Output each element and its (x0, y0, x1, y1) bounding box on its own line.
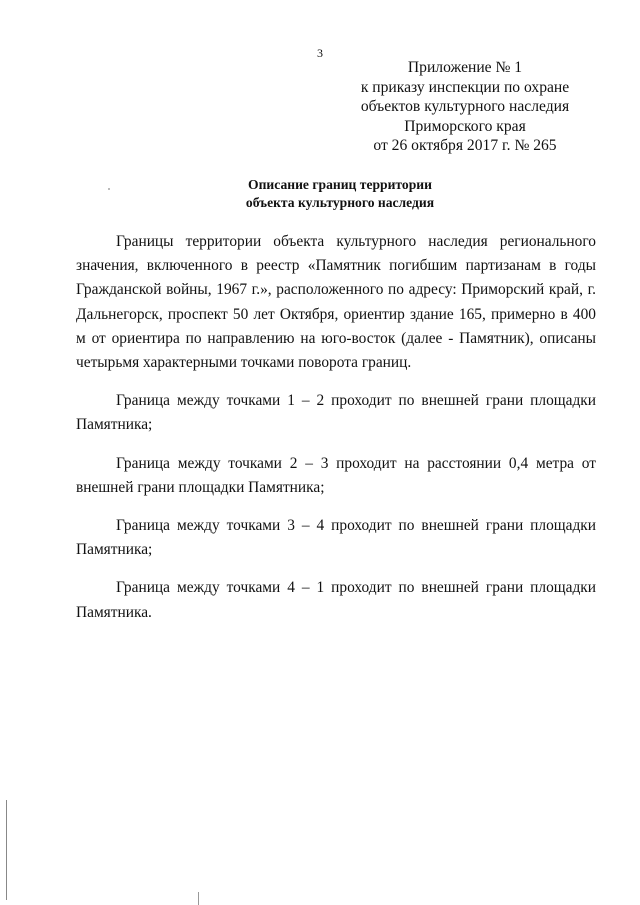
appendix-objects-line: объектов культурного наследия (360, 98, 570, 116)
appendix-date-line: от 26 октября 2017 г. № 265 (373, 137, 557, 155)
appendix-region-line: Приморского края (404, 117, 526, 135)
scan-edge-left (6, 800, 7, 900)
paragraph-boundary-1-2: Граница между точками 1 – 2 проходит по внешней грани площадки Памятника; (76, 392, 596, 434)
document-heading (0, 176, 640, 212)
paragraph-boundary-4-1: Граница между точками 4 – 1 проходит по внешней грани площадки Памятника. (76, 579, 596, 621)
paragraph-intro: Границы территории объекта культурного наследия регионального значения, включенного в реестр «Памятник погибшим партизанам в годы Гражданской войны, 1967 г.», расположенного по адресу: Приморский край, г. Дальнегорск, проспект 50 лет Октября, ориентир здание 165, примерно в 400 м от ориентира по направлению на юго-восток (далее - Памятник), описаны четырьмя характерными точками поворота границ. (76, 233, 596, 372)
paragraph-boundary-3-4: Граница между точками 3 – 4 проходит по внешней грани площадки Памятника; (76, 517, 596, 559)
heading-line-1: Описание границ территории (248, 177, 432, 192)
heading-line-2: объекта культурного наследия (245, 195, 435, 210)
scan-edge-bottom (198, 892, 199, 905)
page-number: 3 (317, 46, 323, 60)
appendix-title: Приложение № 1 (407, 59, 523, 76)
paragraph-boundary-2-3: Граница между точками 2 – 3 проходит на расстоянии 0,4 метра от внешней грани площадки Памятника; (76, 454, 596, 496)
appendix-order-line: к приказу инспекции по охране (360, 78, 570, 96)
document-body (76, 230, 596, 639)
appendix-block (330, 58, 600, 156)
